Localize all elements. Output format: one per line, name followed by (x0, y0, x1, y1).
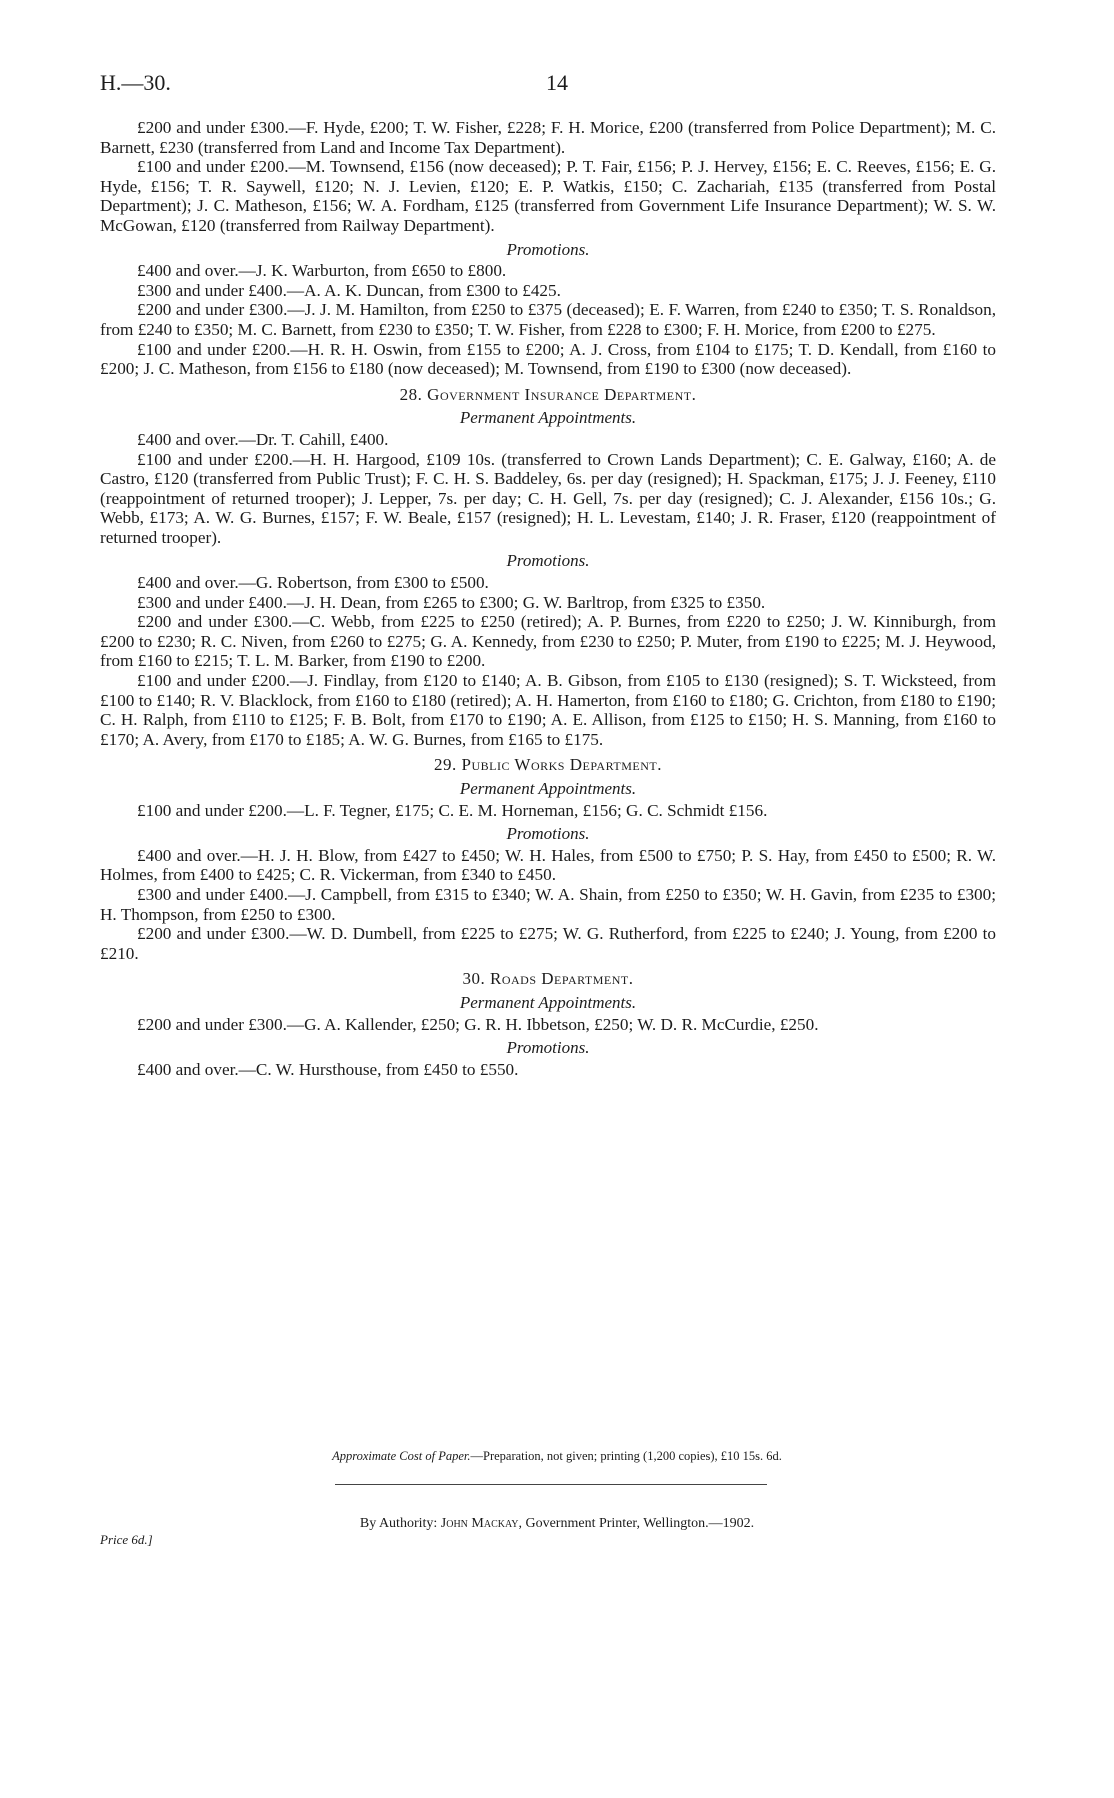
paragraph: £300 and under £400.—J. Campbell, from £315 to £340; W. A. Shain, from £250 to £350; W. H. Gavin, from £235 to £300; H. Thompson, from £250 to £300. (100, 884, 996, 924)
authority-suffix: , Government Printer, Wellington.—1902. (518, 1516, 755, 1531)
cost-label: Approximate Cost of Paper. (332, 1449, 471, 1463)
subheading-appointments: Permanent Appointments. (459, 992, 637, 1012)
paragraph: £400 and over.—C. W. Hursthouse, from £450 to £550. (137, 1059, 519, 1079)
authority-line (0, 1516, 1114, 1532)
footer-divider (335, 1484, 767, 1485)
paragraph: £400 and over.—H. J. H. Blow, from £427 to £450; W. H. Hales, from £500 to £750; P. S. Hay, from £450 to £500; R. W. Holmes, from £400 to £425; C. R. Vickerman, from £340 to £450. (100, 845, 996, 885)
cost-of-paper-note (0, 1449, 1114, 1464)
paragraph: £100 and under £200.—M. Townsend, £156 (now deceased); P. T. Fair, £156; P. J. Hervey, £156; E. C. Reeves, £156; E. G. Hyde, £156; T. R. Saywell, £120; N. J. Levien, £120; E. P. Watkis, £150; C. Zachariah, £135 (transferred from Postal Department); J. C. Matheson, £156; W. A. Fordham, £125 (transferred from Government Life Insurance Department); W. S. W. McGowan, £120 (transferred from Railway Department). (100, 157, 996, 235)
section-heading: 29. Public Works Department. (434, 755, 662, 775)
subheading-promotions: Promotions. (506, 239, 590, 259)
subheading-promotions: Promotions. (506, 824, 590, 844)
page-number: 14 (546, 70, 568, 95)
paragraph: £100 and under £200.—H. R. H. Oswin, from £155 to £200; A. J. Cross, from £104 to £175; T. D. Kendall, from £160 to £200; J. C. Matheson, from £156 to £180 (now deceased); M. Townsend, from £190 to £300 (now deceased). (100, 339, 996, 379)
subheading-promotions: Promotions. (506, 1038, 590, 1058)
paragraph: £400 and over.—J. K. Warburton, from £650 to £800. (137, 261, 507, 281)
paragraph: £100 and under £200.—J. Findlay, from £120 to £140; A. B. Gibson, from £105 to £130 (resigned); S. T. Wicksteed, from £100 to £140; R. V. Blacklock, from £160 to £180 (retired); A. H. Hamerton, from £160 to £180; G. Crichton, from £180 to £190; C. H. Ralph, from £110 to £125; F. B. Bolt, from £170 to £190; A. E. Allison, from £125 to £150; H. S. Manning, from £160 to £170; A. Avery, from £170 to £185; A. W. G. Burnes, from £165 to £175. (100, 671, 996, 749)
subheading-appointments: Permanent Appointments. (459, 779, 637, 798)
paragraph: £300 and under £400.—J. H. Dean, from £265 to £300; G. W. Barltrop, from £325 to £350. (137, 592, 766, 612)
paragraph: £200 and under £300.—J. J. M. Hamilton, from £250 to £375 (deceased); E. F. Warren, from £240 to £350; T. S. Ronaldson, from £240 to £350; M. C. Barnett, from £230 to £350; T. W. Fisher, from £228 to £300; F. H. Morice, from £200 to £275. (100, 300, 996, 339)
paragraph: £200 and under £300.—G. A. Kallender, £250; G. R. H. Ibbetson, £250; W. D. R. McCurdie, £250. (137, 1014, 819, 1034)
paragraph: £200 and under £300.—C. Webb, from £225 to £250 (retired); A. P. Burnes, from £220 to £250; J. W. Kinniburgh, from £200 to £230; R. C. Niven, from £260 to £275; G. A. Kennedy, from £230 to £250; P. Muter, from £190 to £225; M. J. Heywood, from £160 to £215; T. L. M. Barker, from £190 to £200. (100, 612, 996, 671)
page-header (100, 70, 1014, 98)
paragraph: £200 and under £300.—F. Hyde, £200; T. W. Fisher, £228; F. H. Morice, £200 (transferred from Police Department); M. C. Barnett, £230 (transferred from Land and Income Tax Department). (100, 118, 996, 157)
paragraph: £400 and over.—Dr. T. Cahill, £400. (137, 429, 389, 449)
subheading-promotions: Promotions. (506, 551, 590, 571)
paper-reference: H.—30. (100, 70, 171, 95)
printer-name: John Mackay (440, 1516, 519, 1531)
paragraph: £200 and under £300.—W. D. Dumbell, from £225 to £275; W. G. Rutherford, from £225 to £240; J. Young, from £200 to £210. (100, 924, 996, 963)
paragraph: £300 and under £400.—A. A. K. Duncan, from £300 to £425. (137, 280, 561, 300)
paragraph: £100 and under £200.—H. H. Hargood, £109 10s. (transferred to Crown Lands Department); C. E. Galway, £160; A. de Castro, £120 (transferred from Public Trust); F. C. H. S. Baddeley, 6s. per day (resigned); H. Spackman, £175; J. J. Feeney, £110 (reappointment of returned trooper); J. Lepper, 7s. per day; C. H. Gell, 7s. per day (resigned); C. J. Alexander, £156 10s.; G. Webb, £173; A. W. G. Burnes, £157; F. W. Beale, £157 (resigned); H. L. Levestam, £140; J. R. Fraser, £120 (reappointment of returned trooper). (100, 449, 996, 547)
document-body (100, 118, 996, 1079)
paragraph: £400 and over.—G. Robertson, from £300 to £500. (137, 573, 489, 593)
section-heading: 28. Government Insurance Department. (399, 384, 697, 404)
cost-text: —Preparation, not given; printing (1,200 copies), £10 15s. 6d. (470, 1449, 782, 1463)
price-note: Price 6d.] (100, 1532, 153, 1547)
paragraph: £100 and under £200.—L. F. Tegner, £175; C. E. M. Horneman, £156; G. C. Schmidt £156. (137, 800, 768, 820)
subheading-appointments: Permanent Appointments. (459, 408, 637, 428)
authority-prefix: By Authority: (359, 1516, 441, 1531)
section-heading: 30. Roads Department. (462, 969, 634, 989)
